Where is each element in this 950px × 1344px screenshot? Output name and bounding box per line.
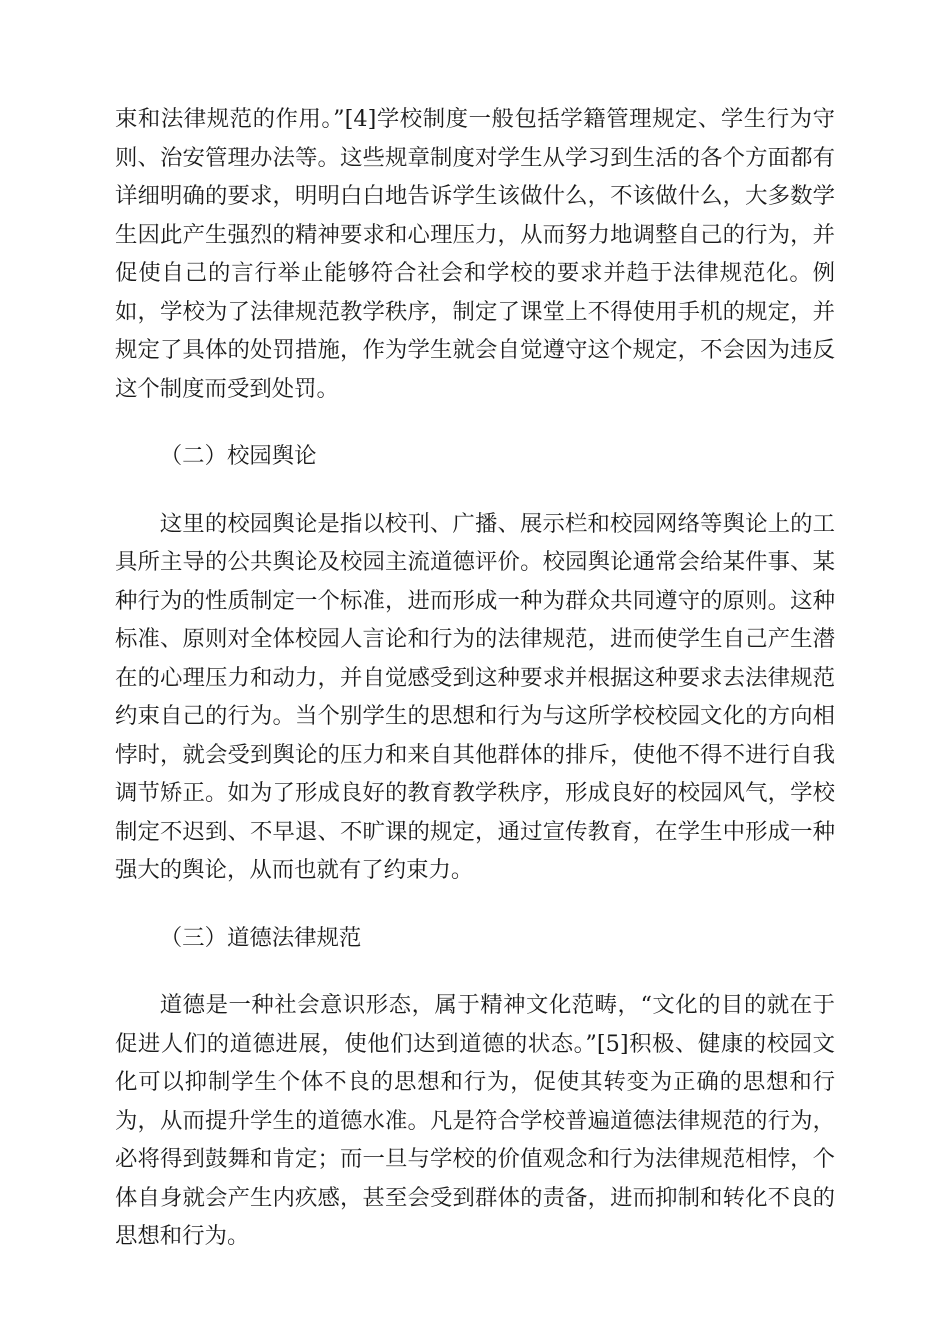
section-heading-campus-opinion: （二）校园舆论	[159, 443, 317, 469]
continuation-paragraph: 束和法律规范的作用。”[4]学校制度一般包括学籍管理规定、学生行为守则、治安管理办法等。这些规章制度对学生从学习到生活的各个方面都有详细明确的要求，明明白白地告诉学生该做什么，不该做什么，大多数学生因此产生强烈的精神要求和心理压力，从而努力地调整自己的行为，并促使自己的言行举止能够符合社会和学校的要求并趋于法律规范化。例如，学校为了法律规范教学秩序，制定了课堂上不得使用手机的规定，并规定了具体的处罚措施，作为学生就会自觉遵守这个规定，不会因为违反这个制度而受到处罚。	[115, 106, 835, 402]
section-heading-moral-norms: （三）道德法律规范	[159, 924, 362, 951]
document-page	[115, 100, 835, 1256]
moral-norms-paragraph: 道德是一种社会意识形态，属于精神文化范畴，“文化的目的就在于促进人们的道德进展，使他们达到道德的状态。”[5]积极、健康的校园文化可以抑制学生个体不良的思想和行为，促使其转变为正确的思想和行为，从而提升学生的道德水准。凡是符合学校普遍道德法律规范的行为，必将得到鼓舞和肯定；而一旦与学校的价值观念和行为法律规范相悖，个体自身就会产生内疚感，甚至会受到群体的责备，进而抑制和转化不良的思想和行为。	[115, 992, 835, 1249]
campus-opinion-paragraph: 这里的校园舆论是指以校刊、广播、展示栏和校园网络等舆论上的工具所主导的公共舆论及校园主流道德评价。校园舆论通常会给某件事、某种行为的性质制定一个标准，进而形成一种为群众共同遵守的原则。这种标准、原则对全体校园人言论和行为的法律规范，进而使学生自己产生潜在的心理压力和动力，并自觉感受到这种要求并根据这种要求去法律规范约束自己的行为。当个别学生的思想和行为与这所学校校园文化的方向相悖时，就会受到舆论的压力和来自其他群体的排斥，使他不得不进行自我调节矫正。如为了形成良好的教育教学秩序，形成良好的校园风气，学校制定不迟到、不早退、不旷课的规定，通过宣传教育，在学生中形成一种强大的舆论，从而也就有了约束力。	[115, 510, 835, 883]
